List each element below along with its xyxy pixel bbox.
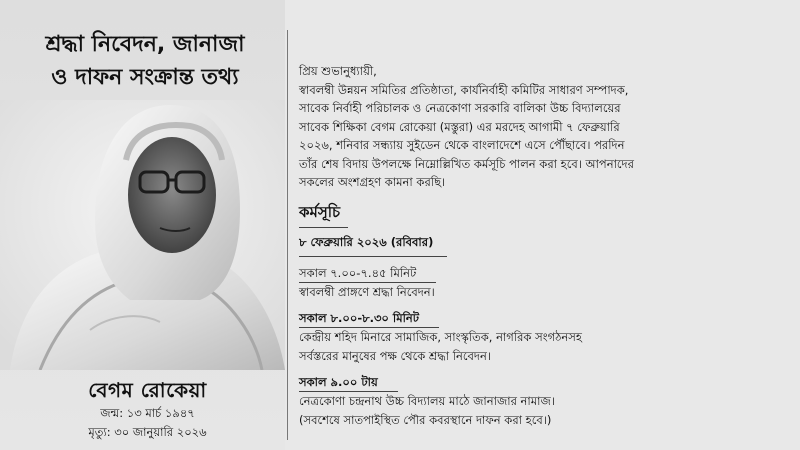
schedule-time: সকাল ৯.০০ টায় xyxy=(299,373,398,392)
schedule-line: সর্বস্তরের মানুষের পক্ষ থেকে শ্রদ্ধা নিবেদন। xyxy=(299,348,491,363)
headline-line-2: ও দাফন সংক্রান্ত তথ্য xyxy=(51,65,239,90)
letter-line: প্রিয় শুভানুধ্যায়ী, xyxy=(299,64,377,78)
schedule-item xyxy=(299,371,794,430)
birth-date: জন্ম: ১৩ মার্চ ১৯৪৭ xyxy=(100,406,195,420)
portrait-photo xyxy=(0,100,285,370)
notice-content xyxy=(299,62,794,430)
schedule-line: স্বাবলম্বী প্রাঙ্গণে শ্রদ্ধা নিবেদন। xyxy=(299,284,435,299)
schedule-time: সকাল ৮.০০-৮.৩০ মিনিট xyxy=(299,309,439,328)
letter-line: সাবেক শিক্ষিকা বেগম রোকেয়া (মস্তুরা) এর মরদেহ আগামী ৭ ফেব্রুয়ারি xyxy=(299,119,620,134)
left-panel xyxy=(0,0,285,450)
schedule-title: কর্মসূচি xyxy=(299,201,348,228)
schedule-line: কেন্দ্রীয় শহিদ মিনারে সামাজিক, সাংস্কৃতিক, নাগরিক সংগঠনসহ xyxy=(299,329,582,344)
schedule-date: ৮ ফেব্রুয়ারি ২০২৬ (রবিবার) xyxy=(299,234,447,257)
schedule-description xyxy=(299,328,794,366)
schedule-line: (সবশেষে সাতপাইস্থিত পৌর কবরস্থানে দাফন করা হবে।) xyxy=(299,412,552,427)
letter-line: তাঁর শেষ বিদায় উপলক্ষে নিম্নোল্লিখিত কর্মসূচি পালন করা হবে। আপনাদের xyxy=(299,156,634,171)
death-date: মৃত্যু: ৩০ জানুয়ারি ২০২৬ xyxy=(88,425,207,439)
letter-line: সাবেক নির্বাহী পরিচালক ও নেত্রকোণা সরকারি বালিকা উচ্চ বিদ্যালয়ের xyxy=(299,101,621,115)
schedule-item xyxy=(299,307,794,366)
schedule-line: নেত্রকোণা চন্দ্রনাথ উচ্চ বিদ্যালয় মাঠে জানাজার নামাজ। xyxy=(299,393,555,408)
letter-line: সকলের অংশগ্রহণ কামনা করছি। xyxy=(299,175,446,189)
life-dates xyxy=(60,404,235,442)
schedule-item xyxy=(299,262,794,302)
letter-line: স্বাবলম্বী উন্নয়ন সমিতির প্রতিষ্ঠাতা, কার্যনির্বাহী কমিটির সাধারণ সম্পাদক, xyxy=(299,82,629,97)
letter-body xyxy=(299,62,794,192)
person-name: বেগম রোকেয়া xyxy=(88,378,207,402)
vertical-divider xyxy=(287,30,288,440)
headline xyxy=(10,28,280,94)
schedule-description xyxy=(299,283,794,302)
schedule-time: সকাল ৭.০০-৭.৪৫ মিনিট xyxy=(299,264,436,283)
headline-line-1: শ্রদ্ধা নিবেদন, জানাজা xyxy=(45,32,245,57)
schedule-description xyxy=(299,392,794,430)
letter-line: ২০২৬, শনিবার সন্ধ্যায় সুইডেন থেকে বাংলাদেশে এসে পৌঁছাবে। পরদিন xyxy=(299,138,625,152)
